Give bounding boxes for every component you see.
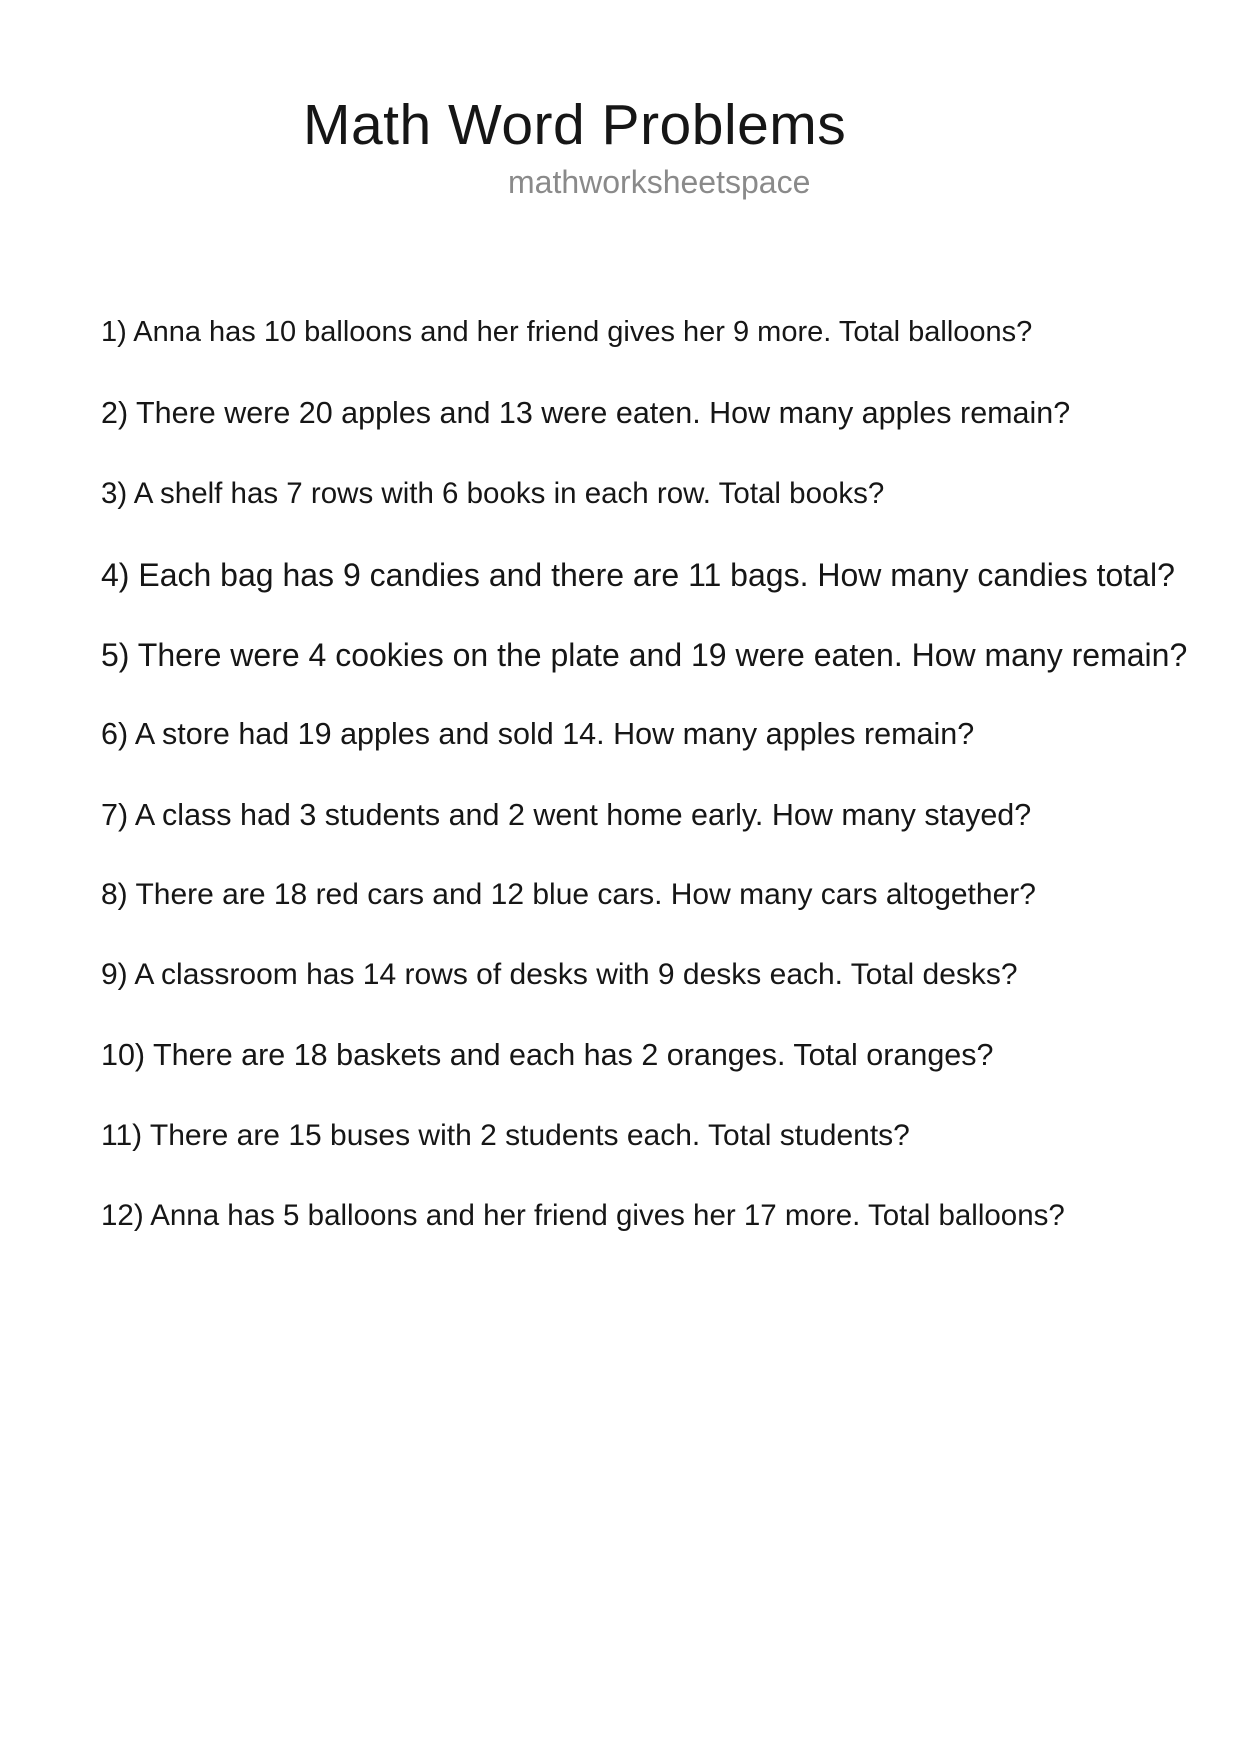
problem-line-5: 5) There were 4 cookies on the plate and 19 were eaten. How many remain?: [101, 637, 1188, 673]
problem-line-11: 11) There are 15 buses with 2 students each. Total students?: [101, 1119, 910, 1152]
page-subtitle: mathworksheetspace: [508, 164, 811, 200]
problem-line-7: 7) A class had 3 students and 2 went home early. How many stayed?: [101, 798, 1032, 832]
problem-line-12: 12) Anna has 5 balloons and her friend gives her 17 more. Total balloons?: [101, 1199, 1065, 1232]
page-title: Math Word Problems: [303, 93, 847, 157]
problem-line-1: 1) Anna has 10 balloons and her friend gives her 9 more. Total balloons?: [101, 316, 1033, 348]
problem-line-9: 9) A classroom has 14 rows of desks with 9 desks each. Total desks?: [101, 958, 1018, 991]
problem-line-6: 6) A store had 19 apples and sold 14. How many apples remain?: [101, 717, 975, 751]
problem-line-10: 10) There are 18 baskets and each has 2 oranges. Total oranges?: [101, 1038, 994, 1072]
problem-line-8: 8) There are 18 red cars and 12 blue cars. How many cars altogether?: [101, 878, 1036, 911]
problem-line-4: 4) Each bag has 9 candies and there are 11 bags. How many candies total?: [101, 557, 1175, 593]
problem-line-2: 2) There were 20 apples and 13 were eaten. How many apples remain?: [101, 396, 1071, 430]
problem-line-3: 3) A shelf has 7 rows with 6 books in each row. Total books?: [101, 477, 885, 510]
